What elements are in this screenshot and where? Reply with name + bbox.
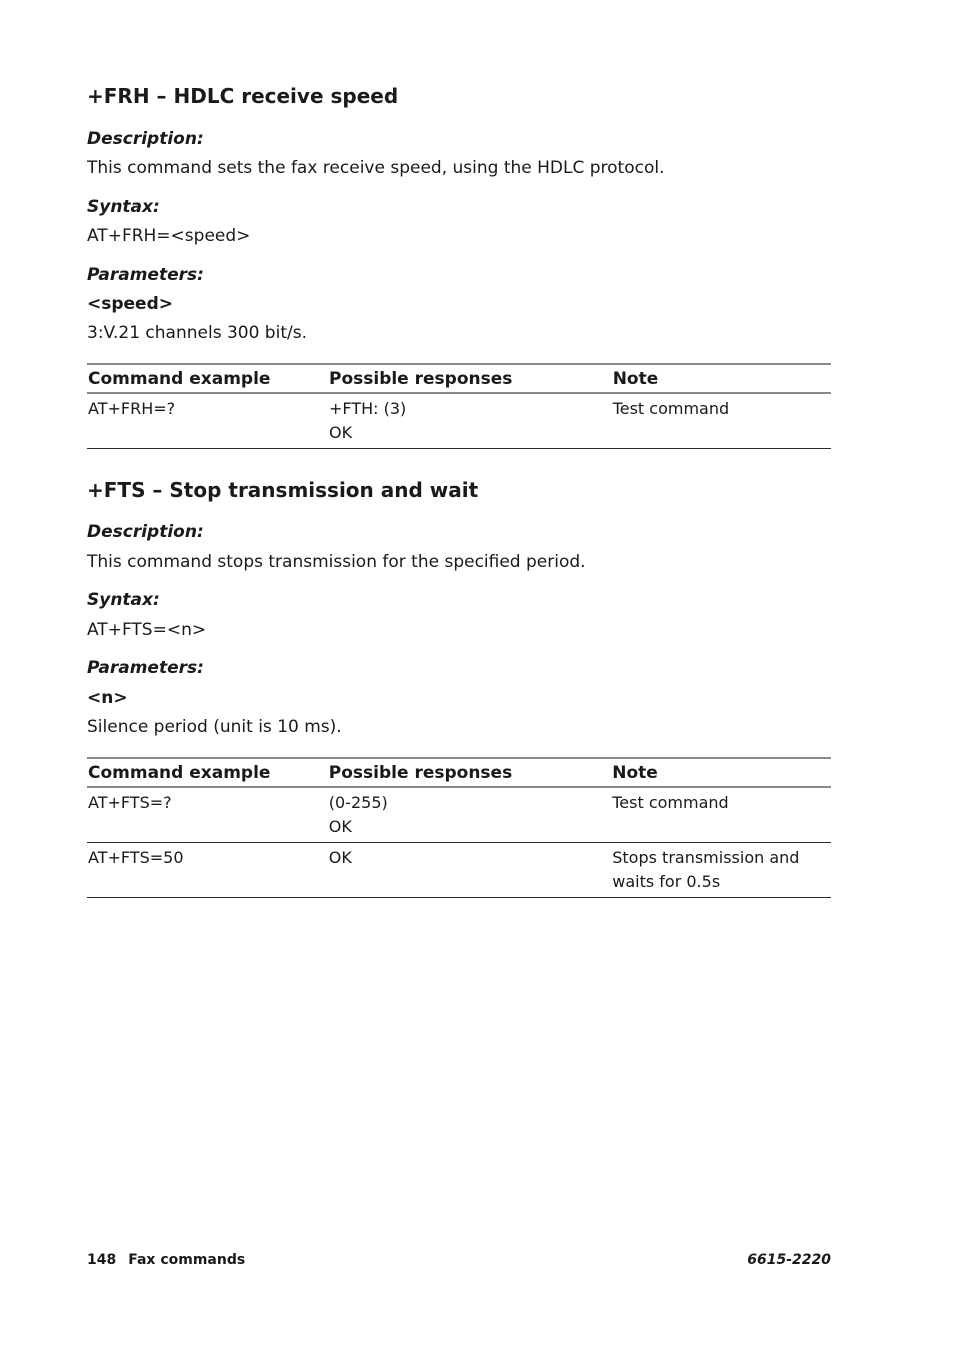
- parameter-name: <n>: [87, 688, 128, 708]
- note-line: waits for 0.5s: [612, 872, 721, 891]
- description-label: Description:: [87, 522, 204, 542]
- response-line: +FTH: (3): [328, 399, 407, 418]
- syntax-label: Syntax:: [87, 590, 160, 610]
- header-note: Note: [611, 758, 831, 787]
- command-text: AT+FRH=?: [88, 399, 176, 418]
- document-number: 6615-2220: [747, 1252, 831, 1268]
- description-text: This command sets the fax receive speed, using the HDLC protocol.: [87, 158, 665, 178]
- parameter-description: Silence period (unit is 10 ms).: [87, 717, 342, 737]
- syntax-label: Syntax:: [87, 197, 160, 217]
- note-line: Test command: [612, 793, 729, 812]
- section-heading: +FRH – HDLC receive speed: [87, 84, 399, 108]
- parameter-description: 3:V.21 channels 300 bit/s.: [87, 323, 307, 343]
- command-table: [87, 757, 831, 898]
- header-possible-responses: Possible responses: [328, 758, 611, 787]
- syntax-text: AT+FRH=<speed>: [87, 226, 251, 246]
- response-line: OK: [328, 848, 352, 867]
- description-text: This command stops transmission for the specified period.: [87, 552, 586, 572]
- header-command-example: Command example: [87, 364, 328, 393]
- response-line: (0-255): [328, 793, 388, 812]
- responses-cell: [328, 393, 612, 449]
- command-text: AT+FTS=50: [88, 848, 184, 867]
- response-line: OK: [328, 817, 352, 836]
- section-heading: +FTS – Stop transmission and wait: [87, 478, 479, 502]
- table-header-row: [87, 364, 831, 393]
- note-cell: [612, 393, 831, 449]
- table-row: [87, 393, 831, 449]
- parameter-name: <speed>: [87, 294, 174, 314]
- description-label: Description:: [87, 129, 204, 149]
- syntax-text: AT+FTS=<n>: [87, 620, 207, 640]
- table-row: [87, 787, 831, 843]
- footer-left: [87, 1251, 245, 1269]
- header-note: Note: [612, 364, 831, 393]
- command-text: AT+FTS=?: [88, 793, 172, 812]
- note-cell: [611, 843, 831, 898]
- note-line: Test command: [612, 399, 730, 418]
- table-row: [87, 843, 831, 898]
- parameters-label: Parameters:: [87, 658, 204, 678]
- command-cell: [87, 843, 328, 898]
- header-possible-responses: Possible responses: [328, 364, 612, 393]
- note-cell: [611, 787, 831, 843]
- parameters-label: Parameters:: [87, 265, 204, 285]
- table-header-row: [87, 758, 831, 787]
- page-number: 148: [87, 1252, 117, 1268]
- header-command-example: Command example: [87, 758, 328, 787]
- responses-cell: [328, 843, 611, 898]
- chapter-title: Fax commands: [128, 1252, 246, 1268]
- note-line: Stops transmission and: [612, 848, 800, 867]
- response-line: OK: [328, 423, 353, 442]
- command-table: [87, 363, 831, 449]
- responses-cell: [328, 787, 611, 843]
- command-cell: [87, 787, 328, 843]
- command-cell: [87, 393, 328, 449]
